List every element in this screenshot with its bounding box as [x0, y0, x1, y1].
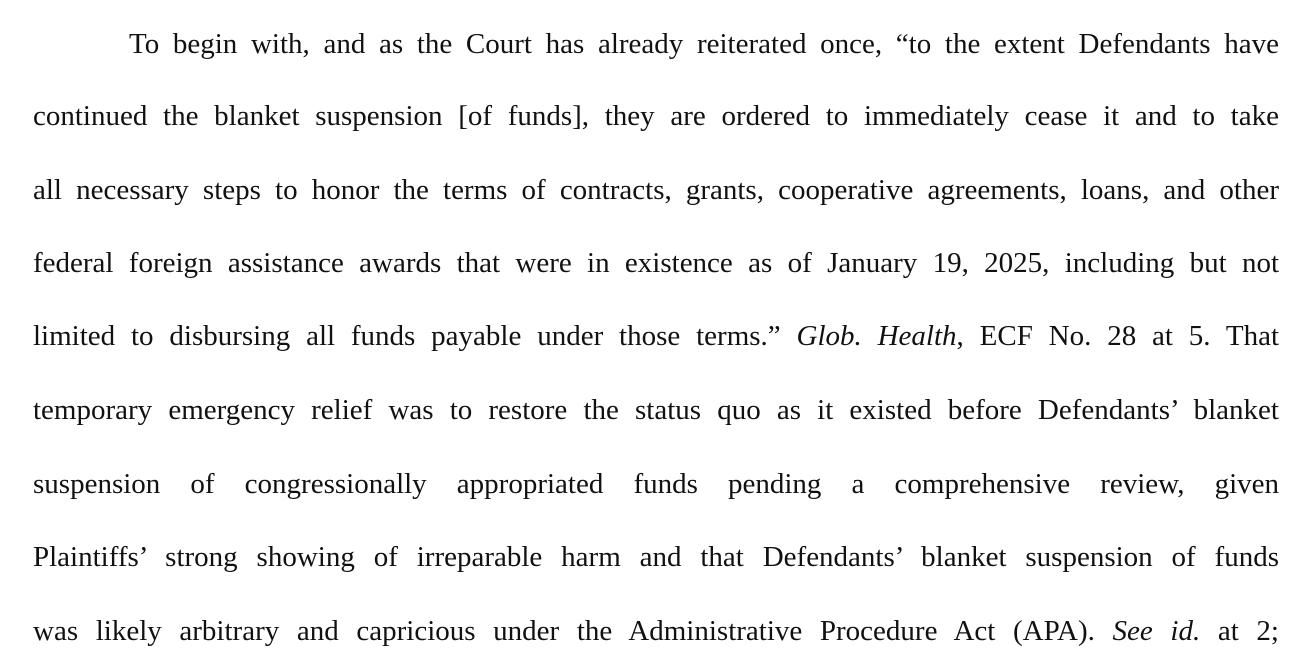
citation-glob-health: Glob. Health — [796, 320, 957, 352]
paragraph-line-5 — [33, 318, 1279, 354]
paragraph-line-8 — [33, 539, 1279, 575]
line-6-text: temporary emergency relief was to restore the status quo as it existed before Defendants’ blanket — [33, 394, 1279, 426]
paragraph-line-2 — [33, 98, 1279, 134]
line-3-text: all necessary steps to honor the terms of contracts, grants, cooperative agreements, loans, and other — [33, 174, 1279, 206]
citation-see-id: See id. — [1112, 615, 1201, 647]
line-8-text: Plaintiffs’ strong showing of irreparable harm and that Defendants’ blanket suspension of funds — [33, 541, 1279, 573]
line-7-text: suspension of congressionally appropriated funds pending a comprehensive review, given — [33, 468, 1279, 500]
line-9-text-a: was likely arbitrary and capricious under the Administrative Procedure Act (APA). — [33, 615, 1113, 647]
paragraph-line-9 — [33, 613, 1279, 649]
paragraph-line-7 — [33, 466, 1279, 502]
line-9-text-b: at 2; — [1200, 615, 1279, 647]
line-2-text: continued the blanket suspension [of funds], they are ordered to immediately cease it and to take — [33, 100, 1279, 132]
line-1-text: To begin with, and as the Court has already reiterated once, “to the extent Defendants have — [129, 28, 1279, 60]
paragraph-line-1 — [129, 26, 1279, 62]
line-4-text: federal foreign assistance awards that were in existence as of January 19, 2025, including but not — [33, 247, 1279, 279]
line-5-text-a: limited to disbursing all funds payable under those terms.” — [33, 320, 797, 352]
paragraph-line-3 — [33, 172, 1279, 208]
line-5-text-b: , ECF No. 28 at 5. That — [956, 320, 1280, 352]
paragraph-line-6 — [33, 392, 1279, 428]
paragraph-line-4 — [33, 245, 1279, 281]
